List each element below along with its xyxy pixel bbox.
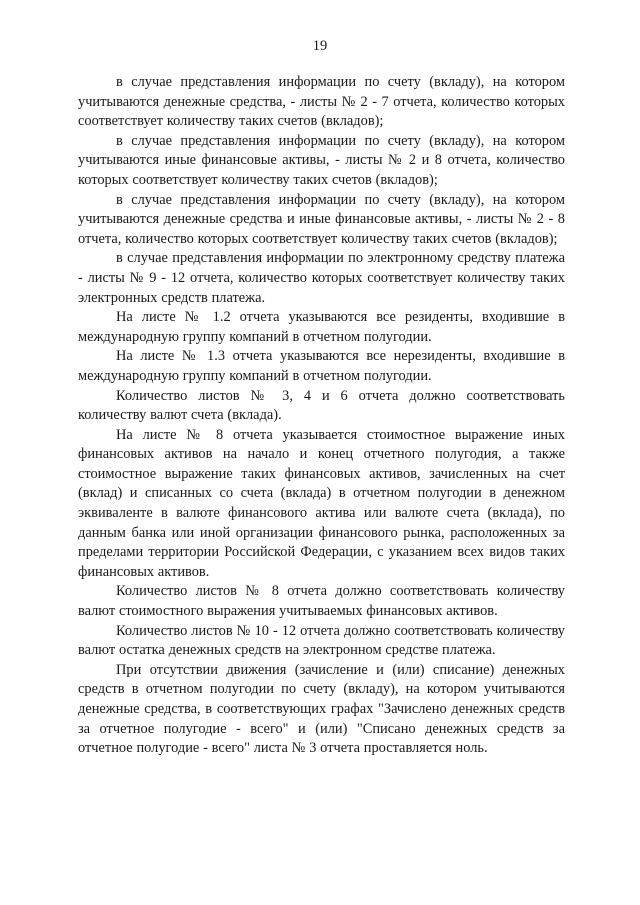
page-number: 19 [312,38,328,54]
paragraph-sheet-8-count: Количество листов № 8 отчета должно соответствовать количеству валют стоимостного выражения учитываемых финансовых активов. [78,583,565,620]
paragraph-sheets-2-8-mixed: в случае представления информации по счету (вкладу), на котором учитываются денежные средства и иные финансовые активы, - листы № 2 - 8 отчета, количество которых соответствует количеству таких счетов (вкладов); [78,191,565,247]
document-body [78,73,565,759]
paragraph-sheets-9-12: в случае представления информации по электронному средству платежа - листы № 9 - 12 отчета, количество которых соответствует количеству таких электронных средств платежа. [78,250,565,306]
paragraph-sheet-1-3: На листе № 1.3 отчета указываются все нерезиденты, входившие в международную группу компаний в отчетном полугодии. [78,348,565,384]
paragraph-sheets-3-4-6: Количество листов № 3, 4 и 6 отчета должно соответствовать количеству валют счета (вклада). [78,387,565,424]
paragraph-no-movement: При отсутствии движения (зачисление и (или) списание) денежных средств в отчетном полугодии по счету (вкладу), на котором учитываются денежные средства, в соответствующих графах "Зачислено денежных средств за отчетное полугодие - всего" и (или) "Списано денежных средств за отчетное полугодие - всего" листа № 3 отчета проставляется ноль. [78,661,565,757]
paragraph-sheet-1-2: На листе № 1.2 отчета указываются все резиденты, входившие в международную группу компаний в отчетном полугодии. [78,309,565,345]
paragraph-sheets-2-7: в случае представления информации по счету (вкладу), на котором учитываются денежные средства, - листы № 2 - 7 отчета, количество которых соответствует количеству таких счетов (вкладов); [78,74,565,130]
paragraph-sheet-8: На листе № 8 отчета указывается стоимостное выражение иных финансовых активов на начало и конец отчетного полугодия, а также стоимостное выражение таких финансовых активов, зачисленных на счет (вклад) и списанных со счета (вклада) в отчетном полугодии в денежном эквиваленте в валюте финансового актива или валюте счета (вклада), по данным банка или иной организации финансового рынка, расположенных за пределами территории Российской Федерации, с указанием всех видов таких финансовых активов. [78,426,565,580]
paragraph-sheets-10-12: Количество листов № 10 - 12 отчета должно соответствовать количеству валют остатка денежных средств на электронном средстве платежа. [78,622,565,659]
paragraph-sheets-2-8: в случае представления информации по счету (вкладу), на котором учитываются иные финансовые активы, - листы № 2 и 8 отчета, количество которых соответствует количеству таких счетов (вкладов); [78,132,565,188]
